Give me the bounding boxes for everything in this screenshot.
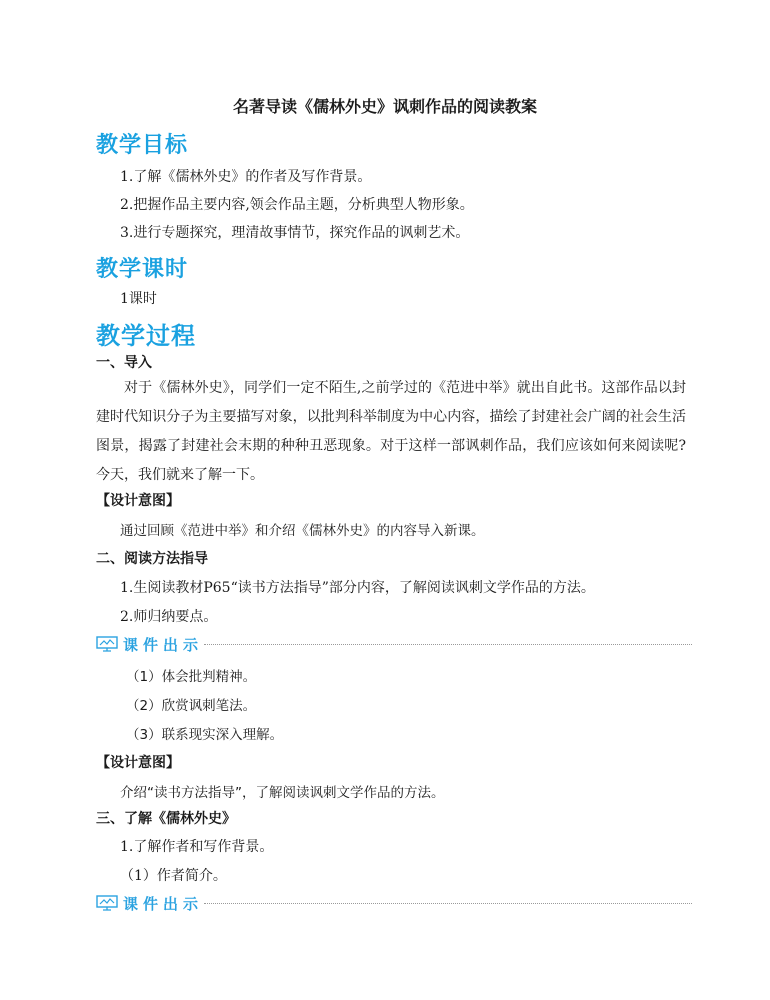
dotted-divider <box>204 903 692 904</box>
courseware-label: 课件出示 <box>123 895 204 913</box>
courseware-banner-2 <box>96 893 692 913</box>
dotted-divider <box>204 644 692 645</box>
part1-heading: 一、导入 <box>96 355 152 371</box>
goal-item-1: 1.了解《儒林外史》的作者及写作背景。 <box>120 169 372 185</box>
part3-heading: 三、了解《儒林外史》 <box>96 811 236 827</box>
part2-item-1: 1.生阅读教材P65“读书方法指导”部分内容，了解阅读讽刺文学作品的方法。 <box>120 580 595 596</box>
part3-item-1: 1.了解作者和写作背景。 <box>120 839 274 855</box>
courseware-banner-1 <box>96 634 692 654</box>
goal-item-3: 3.进行专题探究，理清故事情节，探究作品的讽刺艺术。 <box>120 225 470 241</box>
part2-heading: 二、阅读方法指导 <box>96 551 208 567</box>
point-2: （2）欣赏讽刺笔法。 <box>126 698 257 714</box>
part2-item-2: 2.师归纳要点。 <box>120 609 218 625</box>
heading-hours: 教学课时 <box>96 257 189 282</box>
courseware-label: 课件出示 <box>123 636 204 654</box>
part1-intent-label: 【设计意图】 <box>96 493 180 509</box>
heading-process: 教学过程 <box>96 322 196 350</box>
screen-presentation-icon <box>96 636 118 652</box>
point-3: （3）联系现实深入理解。 <box>126 727 284 743</box>
hours-value: 1课时 <box>120 291 157 307</box>
part1-paragraph: 对于《儒林外史》，同学们一定不陌生,之前学过的《范进中举》就出自此书。这部作品以封建时代知识分子为主要描写对象，以批判科举制度为中心内容，描绘了封建社会广阔的社会生活图景，揭露了封建社会末期的种种丑恶现象。对于这样一部讽刺作品，我们应该如何来阅读呢?今天，我们就来了解一下。 <box>96 380 686 483</box>
part2-intent-label: 【设计意图】 <box>96 755 180 771</box>
part2-intent-text: 介绍“读书方法指导”，了解阅读讽刺文学作品的方法。 <box>120 785 445 801</box>
heading-goals: 教学目标 <box>96 133 189 158</box>
document-title: 名著导读《儒林外史》讽刺作品的阅读教案 <box>232 97 537 116</box>
screen-presentation-icon <box>96 895 118 911</box>
part1-intent-text: 通过回顾《范进中举》和介绍《儒林外史》的内容导入新课。 <box>120 523 485 539</box>
point-1: （1）体会批判精神。 <box>126 669 257 685</box>
part3-item-2: （1）作者简介。 <box>120 868 227 884</box>
goal-item-2: 2.把握作品主要内容,领会作品主题，分析典型人物形象。 <box>120 197 474 213</box>
